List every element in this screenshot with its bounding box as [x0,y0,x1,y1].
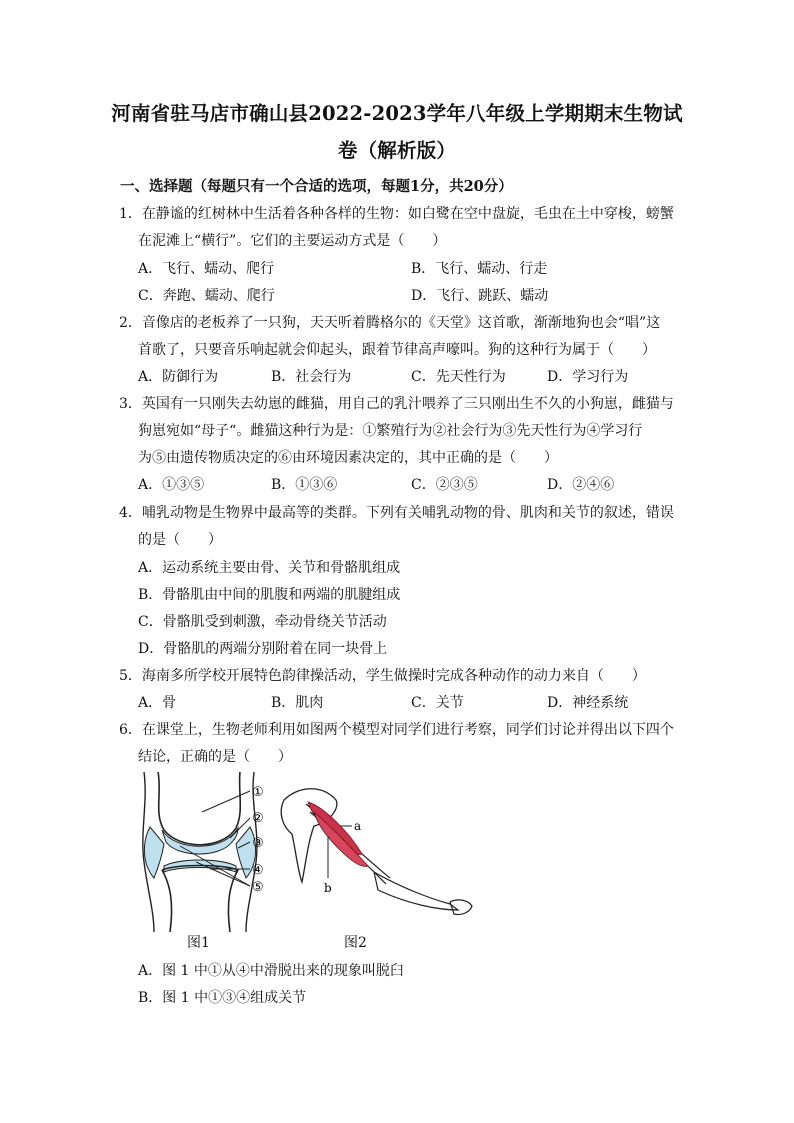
fig1-label-1: ① [252,785,264,800]
upper-cartilage [162,828,238,854]
q3-line1: 3．英国有一只刚失去幼崽的雌猫，用自己的乳汁喂养了三只刚出生不久的小狗崽，雌猫与 [119,396,674,412]
fig1-caption: 图1 [187,935,210,951]
q2-option-b: B．社会行为 [271,369,352,385]
fig2-label-a: a [354,819,362,833]
fig1-label-3: ③ [252,836,264,851]
q4-option-b: B．骨骼肌由中间的肌腹和两端的肌腱组成 [138,587,401,603]
q2-option-d: D．学习行为 [547,369,629,385]
q3-line2: 狗崽宛如“母子“。雌猫这种行为是：①繁殖行为②社会行为③先天性行为④学习行 [138,423,643,439]
q3-option-c: C．②③⑤ [411,477,478,493]
q4-option-d: D．骨骼肌的两端分别附着在同一块骨上 [138,641,388,657]
fig2-caption: 图2 [344,935,367,951]
q5-option-d: D．神经系统 [547,695,629,711]
fig1-label-4: ④ [252,863,264,878]
upper-bone-outline [158,772,240,845]
forearm-outline [374,872,458,910]
q1-line1: 1．在静谧的红树林中生活着各种各样的生物：如白鹭在空中盘旋，毛虫在土中穿梭，螃蟹 [119,206,674,222]
q4-line2: 的是（ ） [138,532,222,548]
q1-option-d: D．飞行、跳跃、蠕动 [411,288,549,304]
q1-line2: 在泥滩上“横行”。它们的主要运动方式是（ ） [138,233,447,249]
q2-option-a: A．防御行为 [138,369,219,385]
q4-line1: 4．哺乳动物是生物界中最高等的类群。下列有关哺乳动物的骨、肌肉和关节的叙述，错误 [119,505,674,521]
doc-title-line2: 卷（解析版） [337,139,457,162]
q3-option-b: B．①③⑥ [271,477,338,493]
fig2-label-b: b [324,881,332,895]
q6-option-b: B．图 1 中①③④组成关节 [138,990,307,1006]
capsule-left [144,827,164,878]
section-heading: 一、选择题（每题只有一个合适的选项，每题1分，共20分） [120,178,513,195]
q6-line2: 结论，正确的是（ ） [138,749,292,765]
q1-option-a: A．飞行、蠕动、爬行 [138,261,275,277]
fig1-label-2: ② [252,811,264,826]
q6-line1: 6．在课堂上，生物老师利用如图两个模型对同学们进行考察，同学们讨论并得出以下四个 [119,722,674,738]
q5-option-b: B．肌肉 [271,695,324,711]
q1-option-b: B．飞行、蠕动、行走 [411,261,548,277]
q4-option-a: A．运动系统主要由骨、关节和骨骼肌组成 [138,560,401,576]
q3-option-a: A．①③⑤ [138,477,205,493]
q1-option-c: C．奔跑、蠕动、爬行 [138,288,275,304]
q3-line3: 为⑤由遗传物质决定的⑥由环境因素决定的，其中正确的是（ ） [138,450,558,466]
q5-option-c: C．关节 [411,695,464,711]
q5-option-a: A．骨 [138,695,177,711]
figure1-joint-diagram [140,772,285,932]
q2-line2: 首歌了，只要音乐响起就会仰起头，跟着节律高声嚎叫。狗的这种行为属于（ ） [138,342,656,358]
q2-line1: 2．音像店的老板养了一只狗，天天听着腾格尔的《天堂》这首歌，渐渐地狗也会“唱”这 [119,315,661,331]
figure2-arm-muscle-diagram [278,782,478,932]
q6-option-a: A．图 1 中①从④中滑脱出来的现象叫脱臼 [138,963,404,979]
fig1-label-5: ⑤ [252,880,264,895]
q4-option-c: C．骨骼肌受到刺激，牵动骨绕关节活动 [138,614,387,630]
q2-option-c: C．先天性行为 [411,369,506,385]
q3-option-d: D．②④⑥ [547,477,615,493]
q5-line1: 5．海南多所学校开展特色韵律操活动，学生做操时完成各种动作的动力来自（ ） [119,668,646,684]
doc-title-line1: 河南省驻马店市确山县2022-2023学年八年级上学期期末生物试 [111,102,683,125]
